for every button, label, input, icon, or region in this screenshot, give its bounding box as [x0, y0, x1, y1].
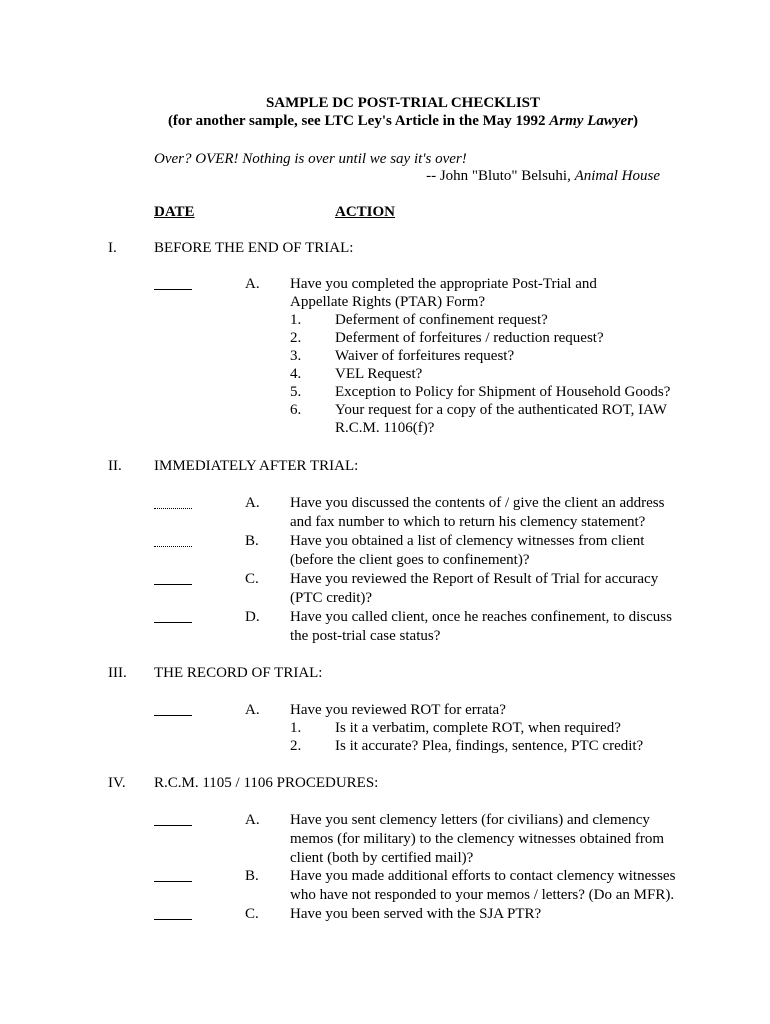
date-blank[interactable] [154, 919, 192, 920]
date-blank[interactable] [154, 622, 192, 623]
item-text: Have you obtained a list of clemency witnesses from client [290, 533, 645, 549]
action-column-header: ACTION [335, 204, 396, 220]
date-blank[interactable] [154, 508, 192, 509]
item-text: Have you been served with the SJA PTR? [290, 906, 542, 922]
date-blank[interactable] [154, 289, 192, 290]
attribution-prefix: -- John "Bluto" Belsuhi, [426, 168, 575, 184]
sub-item-number: 1. [290, 312, 302, 328]
item-text: and fax number to which to return his clemency statement? [290, 514, 646, 530]
date-blank[interactable] [154, 546, 192, 547]
item-text: Have you discussed the contents of / give the client an address [290, 495, 665, 511]
sub-item-number: 3. [290, 348, 302, 364]
item-text: client (both by certified mail)? [290, 850, 474, 866]
sub-item-number: 6. [290, 402, 302, 418]
item-letter: B. [245, 868, 259, 884]
sub-item-text: Your request for a copy of the authenticated ROT, IAW [335, 402, 667, 418]
item-text: Appellate Rights (PTAR) Form? [290, 294, 486, 310]
subtitle-italic: Army Lawyer [549, 113, 634, 129]
sub-item-text: Waiver of forfeitures request? [335, 348, 515, 364]
item-letter: A. [245, 495, 260, 511]
attribution-italic: Animal House [574, 168, 660, 184]
date-blank[interactable] [154, 825, 192, 826]
document-subtitle [0, 112, 770, 130]
item-text: (before the client goes to confinement)? [290, 552, 530, 568]
sub-item-number: 1. [290, 720, 302, 736]
item-letter: C. [245, 906, 259, 922]
item-text: Have you reviewed the Report of Result of Trial for accuracy [290, 571, 659, 587]
date-blank[interactable] [154, 881, 192, 882]
section-2-title: IMMEDIATELY AFTER TRIAL: [154, 458, 359, 474]
date-column-header: DATE [154, 204, 195, 220]
item-letter: C. [245, 571, 259, 587]
section-3-title: THE RECORD OF TRIAL: [154, 665, 323, 681]
sub-item-text: VEL Request? [335, 366, 423, 382]
item-letter: A. [245, 276, 260, 292]
item-letter: D. [245, 609, 260, 625]
date-blank[interactable] [154, 584, 192, 585]
item-letter: A. [245, 812, 260, 828]
sub-item-text: Is it a verbatim, complete ROT, when required? [335, 720, 621, 736]
item-text: who have not responded to your memos / letters? (Do an MFR). [290, 887, 675, 903]
sub-item-number: 4. [290, 366, 302, 382]
date-blank[interactable] [154, 715, 192, 716]
subtitle-suffix: ) [633, 113, 639, 129]
document-title: SAMPLE DC POST-TRIAL CHECKLIST [265, 95, 541, 111]
item-text: Have you sent clemency letters (for civilians) and clemency [290, 812, 650, 828]
item-text: Have you completed the appropriate Post-Trial and [290, 276, 597, 292]
sub-item-text: Is it accurate? Plea, findings, sentence, PTC credit? [335, 738, 644, 754]
item-text: memos (for military) to the clemency witnesses obtained from [290, 831, 665, 847]
sub-item-number: 2. [290, 738, 302, 754]
sub-item-text: Deferment of forfeitures / reduction request? [335, 330, 604, 346]
item-letter: B. [245, 533, 259, 549]
sub-item-text: R.C.M. 1106(f)? [335, 420, 435, 436]
sub-item-text: Exception to Policy for Shipment of Household Goods? [335, 384, 671, 400]
item-letter: A. [245, 702, 260, 718]
subtitle-prefix: (for another sample, see LTC Ley's Article in the May 1992 [167, 113, 550, 129]
item-text: (PTC credit)? [290, 590, 373, 606]
quote-attribution [426, 167, 660, 185]
section-4-numeral: IV. [108, 775, 126, 791]
section-2-numeral: II. [108, 458, 122, 474]
sub-item-number: 2. [290, 330, 302, 346]
sub-item-text: Deferment of confinement request? [335, 312, 548, 328]
section-3-numeral: III. [108, 665, 127, 681]
section-1-numeral: I. [108, 240, 117, 256]
item-text: Have you called client, once he reaches confinement, to discuss [290, 609, 672, 625]
item-text: the post-trial case status? [290, 628, 441, 644]
section-1-title: BEFORE THE END OF TRIAL: [154, 240, 354, 256]
item-text: Have you made additional efforts to contact clemency witnesses [290, 868, 676, 884]
section-4-title: R.C.M. 1105 / 1106 PROCEDURES: [154, 775, 379, 791]
quote: Over? OVER! Nothing is over until we say it's over! [154, 151, 467, 167]
item-text: Have you reviewed ROT for errata? [290, 702, 506, 718]
sub-item-number: 5. [290, 384, 302, 400]
